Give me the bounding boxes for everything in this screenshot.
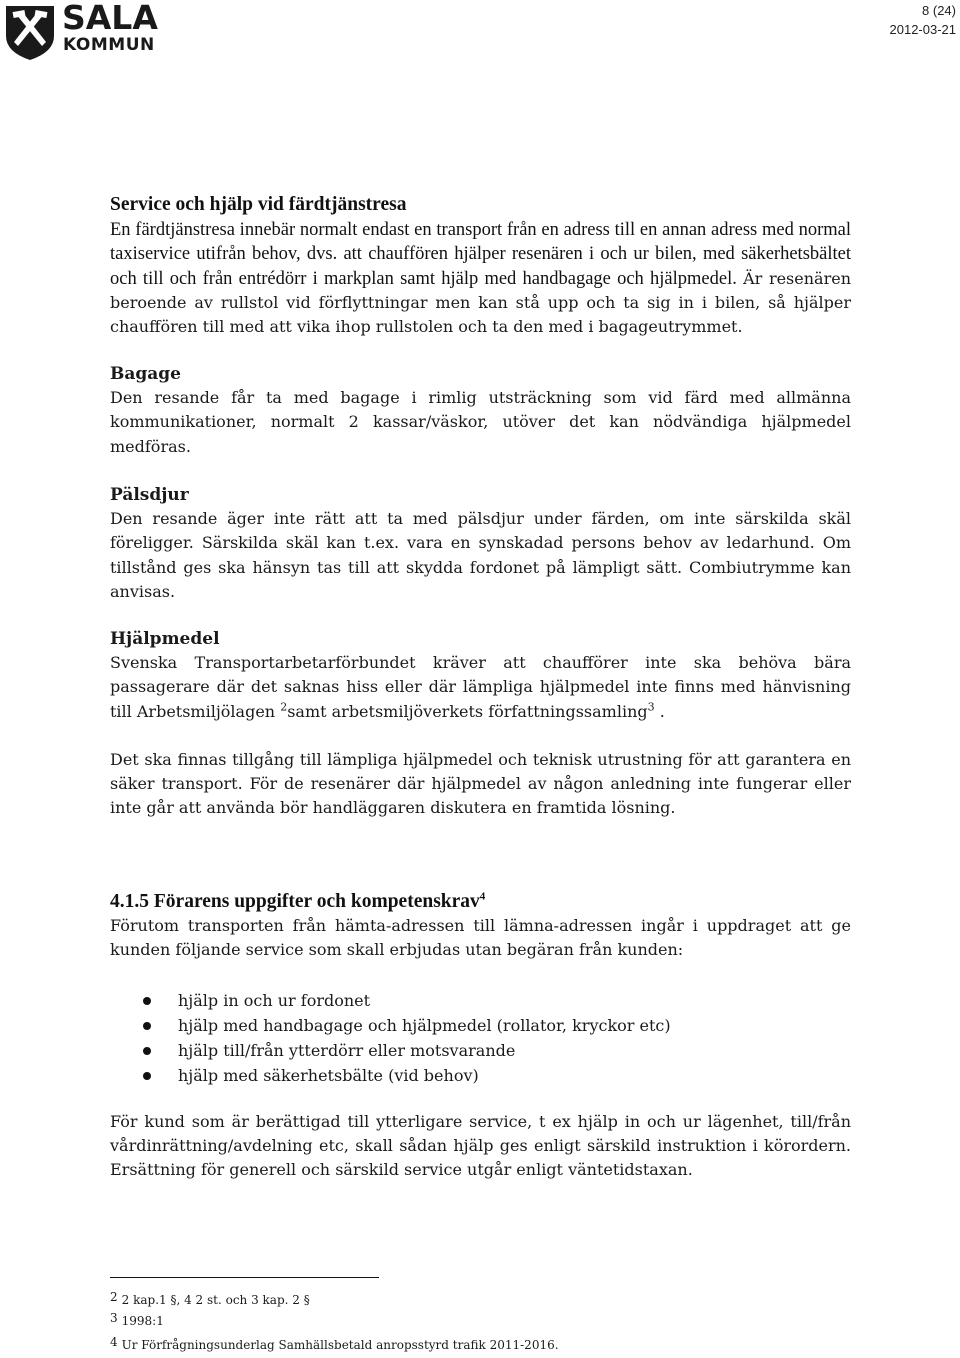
footnote-text: Ur Förfrågningsunderlag Samhällsbetald anropsstyrd trafik 2011-2016. [121,1338,559,1352]
section-heading-service: Service och hjälp vid färdtjänstresa [110,194,407,215]
document-date: 2012-03-21 [889,22,956,37]
footnote-text: 1998:1 [121,1314,164,1328]
hjalpmedel-text-3: . [654,701,665,721]
hjalpmedel-text-1: Svenska Transportarbetarförbundet kräver att chaufförer inte ska behöva bära passagerare där det saknas hiss eller där lämpliga hjälpmedel inte finns med hänvisning till Arbetsmiljölagen [110,653,851,721]
hjalpmedel-text-2: samt arbetsmiljöverkets författningssamling [287,701,648,721]
service-paragraph [110,218,851,339]
list-item-text: hjälp till/från ytterdörr eller motsvarande [178,1041,516,1061]
footnote-ref-3: 3 [647,700,655,714]
footnote-text: 2 kap.1 §, 4 2 st. och 3 kap. 2 § [121,1293,310,1307]
crossed-hammers-shield-icon [2,2,58,62]
section-bagage [110,362,851,459]
palsdjur-paragraph: Den resande äger inte rätt att ta med pälsdjur under färden, om inte särskilda skäl föreligger. Särskilda skäl kan t.ex. vara en synskadad persons behov av ledarhund. Om tillstånd ges ska hänsyn tas till att skydda fordonet på lämpligt sätt. Combiutrymme kan anvisas. [110,509,851,601]
section-forarens-uppgifter [110,890,851,1183]
page-number: 8 (24) [922,3,956,18]
list-item [110,1013,851,1038]
footnote-ref-2: 2 [280,700,288,714]
section-heading-palsdjur: Pälsdjur [110,485,189,505]
section-service [110,193,851,339]
bullet-dot-icon [143,1072,151,1080]
bagage-paragraph: Den resande får ta med bagage i rimlig utsträckning som vid färd med allmänna kommunikationer, normalt 2 kassar/väskor, utöver det kan nödvändiga hjälpmedel medföras. [110,388,851,456]
forarens-closing: För kund som är berättigad till ytterligare service, t ex hjälp in och ur lägenhet, till/från vårdinrättning/avdelning etc, skall sådan hjälp ges enligt särskild instruktion i körordern. Ersättning för generell och särskild service utgår enligt väntetidstaxan. [110,1111,851,1180]
forarens-heading-text: 4.1.5 Förarens uppgifter och kompetenskrav [110,891,480,912]
footnote-3 [110,1313,164,1329]
list-item-text: hjälp med säkerhetsbälte (vid behov) [178,1066,479,1086]
bullet-dot-icon [143,997,151,1005]
footnote-2 [110,1292,310,1308]
section-hjalpmedel [110,627,851,821]
footnote-divider [110,1277,379,1278]
hjalpmedel-paragraph [110,651,851,724]
logo-text-kommun: KOMMUN [63,35,155,55]
footnote-ref-4: 4 [479,890,486,903]
sala-kommun-logo [2,0,158,62]
list-item [110,988,851,1013]
footnote-number: 3 [110,1311,118,1325]
bullet-dot-icon [143,1047,151,1055]
list-item [110,1038,851,1063]
section-palsdjur [110,483,851,604]
service-bullet-list [110,988,851,1089]
footnote-4 [110,1337,559,1353]
list-item-text: hjälp in och ur fordonet [178,990,371,1010]
footnote-number: 2 [110,1290,118,1304]
section-heading-hjalpmedel: Hjälpmedel [110,629,220,649]
forarens-intro: Förutom transporten från hämta-adressen till lämna-adressen ingår i uppdraget att ge kunden följande service som skall erbjudas utan begäran från kunden: [110,916,851,960]
bullet-dot-icon [143,1022,151,1030]
service-paragraph-text: En färdtjänstresa innebär normalt endast en transport från en adress till en annan adress med normal taxiservice utifrån behov, dvs. att chauffören hjälper resenären i och ur bilen, med säkerhetsbältet och till och från entrédörr i markplan samt hjälp med handbagage och hjälpmedel. [110,220,851,289]
section-heading-bagage: Bagage [110,364,181,384]
footnote-number: 4 [110,1335,118,1349]
list-item [110,1063,851,1088]
list-item-text: hjälp med handbagage och hjälpmedel (rollator, kryckor etc) [178,1015,671,1035]
hjalpmedel-paragraph-2: Det ska finnas tillgång till lämpliga hjälpmedel och teknisk utrustning för att garantera en säker transport. För de resenärer där hjälpmedel av någon anledning inte fungerar eller inte går att använda bör handläggaren diskutera en framtida lösning. [110,749,851,818]
section-heading-forarens [110,890,851,914]
logo-text-sala: SALA [62,0,158,37]
service-paragraph-cont: Är resenären beroende av rullstol vid förflyttningar men kan stå upp och ta sig in i bilen, så hjälper chauffören till med att vika ihop rullstolen och ta den med i bagageutrymmet. [110,268,852,337]
